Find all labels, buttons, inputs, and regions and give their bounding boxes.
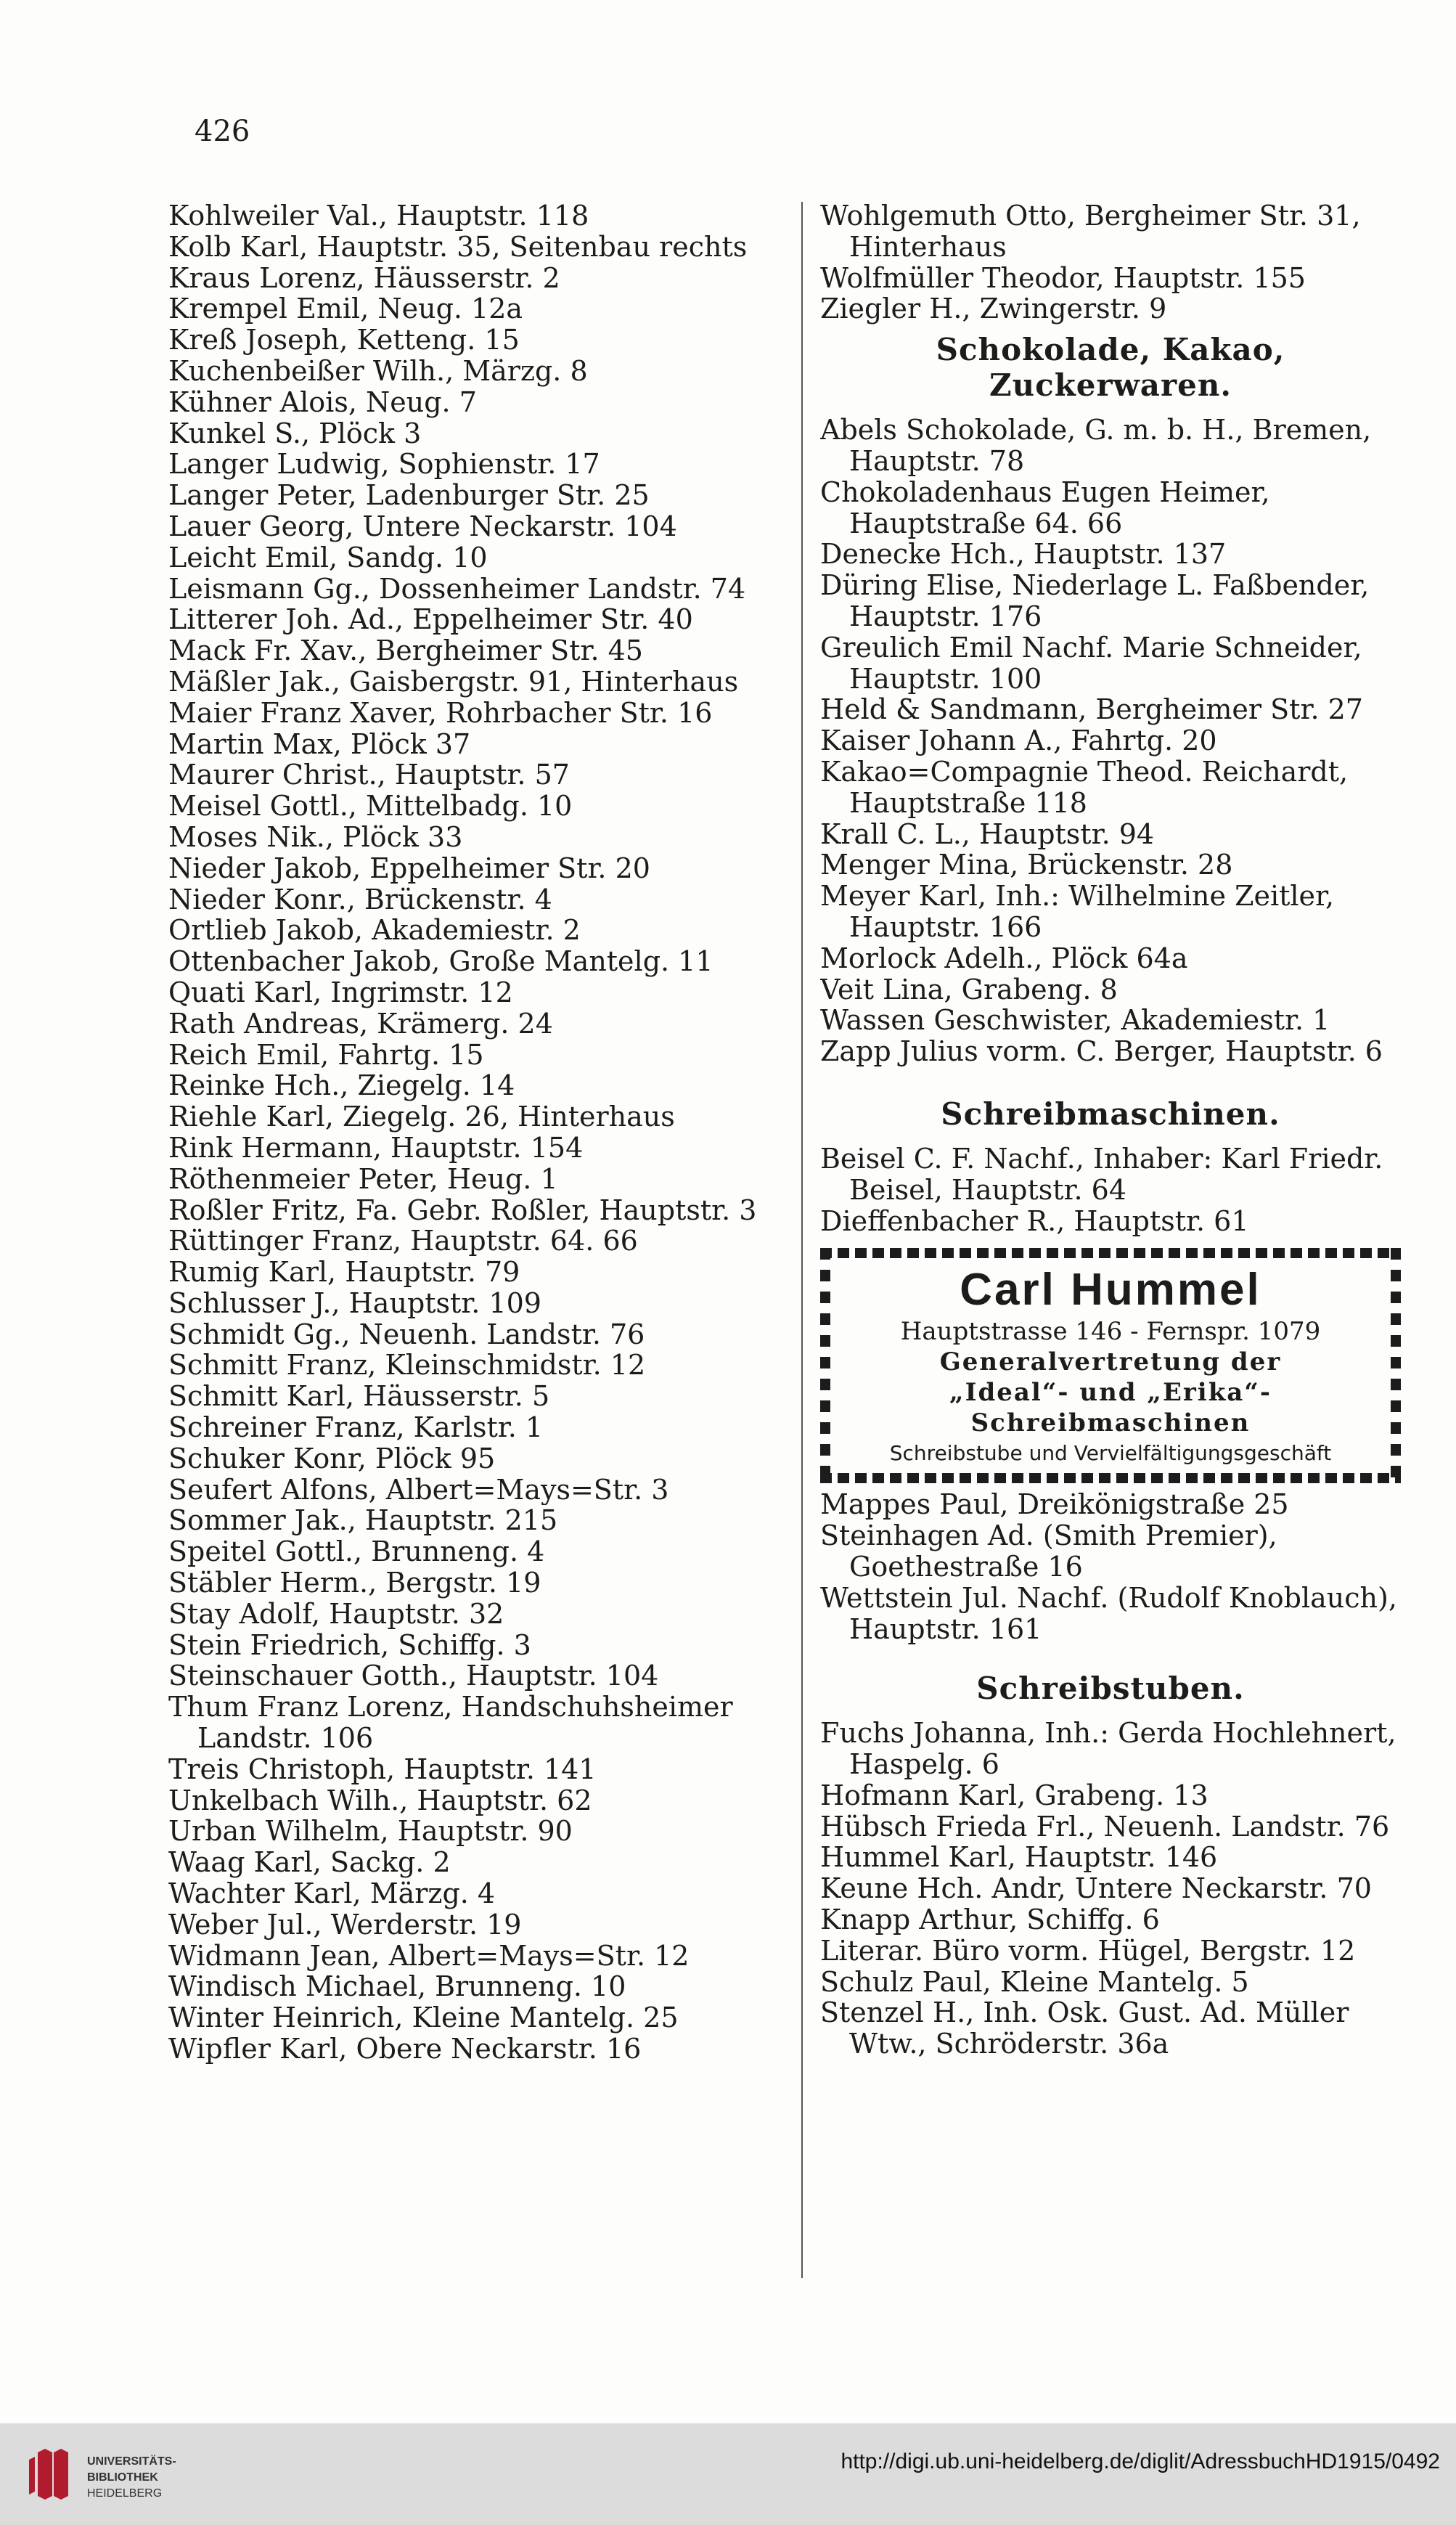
directory-entry: Windisch Michael, Brunneng. 10: [168, 1971, 626, 2003]
directory-entry: Kolb Karl, Hauptstr. 35, Seitenbau rechts: [168, 231, 748, 263]
ad-line: Schreibmaschinen: [970, 1408, 1251, 1438]
directory-entry: Kühner Alois, Neug. 7: [168, 386, 477, 418]
ad-address: Hauptstrasse 146 - Fernspr. 1079: [900, 1317, 1321, 1347]
directory-entry: Ortlieb Jakob, Akademiestr. 2: [168, 915, 581, 947]
directory-entry: Thum Franz Lorenz, Handschuhsheimer Landstr. 106: [168, 1692, 733, 1754]
directory-entry: Maier Franz Xaver, Rohrbacher Str. 16: [168, 697, 713, 729]
directory-entry: Kohlweiler Val., Hauptstr. 118: [168, 200, 589, 232]
column-divider: [801, 202, 803, 2278]
right-column: [820, 200, 1401, 2060]
directory-entry: Stenzel H., Inh. Osk. Gust. Ad. Müller Wtw., Schröderstr. 36a: [820, 1997, 1349, 2060]
directory-entry: Litterer Joh. Ad., Eppelheimer Str. 40: [168, 604, 693, 636]
directory-entry: Denecke Hch., Hauptstr. 137: [820, 539, 1227, 571]
directory-entry: Wassen Geschwister, Akademiestr. 1: [820, 1005, 1330, 1037]
directory-entry: Stäbler Herm., Bergstr. 19: [168, 1567, 541, 1599]
directory-entry: Dieffenbacher R., Hauptstr. 61: [820, 1205, 1249, 1237]
directory-entry: Stein Friedrich, Schiffg. 3: [168, 1629, 531, 1661]
directory-entry: Leismann Gg., Dossenheimer Landstr. 74: [168, 573, 746, 605]
ad-border: [820, 1473, 1401, 1483]
directory-entry: Waag Karl, Sackg. 2: [168, 1847, 451, 1879]
directory-entry: Urban Wilhelm, Hauptstr. 90: [168, 1816, 573, 1848]
library-name: [87, 2454, 176, 2502]
directory-entry: Kakao=Compagnie Theod. Reichardt, Hauptstraße 118: [820, 756, 1349, 819]
directory-entry: Abels Schokolade, G. m. b. H., Bremen, Hauptstr. 78: [820, 415, 1372, 477]
directory-entry: Fuchs Johanna, Inh.: Gerda Hochlehnert, Haspelg. 6: [820, 1718, 1396, 1780]
section-heading-schreibstuben: Schreibstuben.: [976, 1671, 1245, 1707]
page-number: 426: [195, 115, 250, 148]
directory-entry: Beisel C. F. Nachf., Inhaber: Karl Friedr. Beisel, Hauptstr. 64: [820, 1143, 1383, 1206]
ad-border: [820, 1248, 830, 1483]
directory-entry: Widmann Jean, Albert=Mays=Str. 12: [168, 1940, 690, 1972]
directory-entry: Chokoladenhaus Eugen Heimer, Hauptstraße 64. 66: [820, 476, 1270, 539]
directory-entry: Martin Max, Plöck 37: [168, 728, 471, 760]
left-column: [168, 200, 797, 2065]
directory-entry: Ziegler H., Zwingerstr. 9: [820, 293, 1167, 325]
directory-entry: Greulich Emil Nachf. Marie Schneider, Hauptstr. 100: [820, 632, 1362, 695]
directory-entry: Wettstein Jul. Nachf. (Rudolf Knoblauch), Hauptstr. 161: [820, 1582, 1397, 1645]
directory-entry: Zapp Julius vorm. C. Berger, Hauptstr. 6: [820, 1036, 1383, 1067]
directory-entry: Seufert Alfons, Albert=Mays=Str. 3: [168, 1474, 669, 1506]
directory-entry: Schmitt Franz, Kleinschmidstr. 12: [168, 1350, 646, 1382]
directory-entry: Knapp Arthur, Schiffg. 6: [820, 1904, 1160, 1935]
directory-entry: Morlock Adelh., Plöck 64a: [820, 942, 1188, 974]
source-url-link[interactable]: http://digi.ub.uni-heidelberg.de/diglit/AdressbuchHD1915/0492: [841, 2449, 1440, 2473]
directory-entry: Schmidt Gg., Neuenh. Landstr. 76: [168, 1318, 645, 1350]
directory-entry: Kraus Lorenz, Häusserstr. 2: [168, 262, 560, 294]
directory-entry: Krall C. L., Hauptstr. 94: [820, 818, 1155, 850]
directory-entry: Reinke Hch., Ziegelg. 14: [168, 1070, 515, 1102]
directory-entry: Langer Peter, Ladenburger Str. 25: [168, 480, 650, 511]
directory-entry: Held & Sandmann, Bergheimer Str. 27: [820, 694, 1363, 726]
directory-entry: Leicht Emil, Sandg. 10: [168, 542, 488, 574]
directory-entry: Meisel Gottl., Mittelbadg. 10: [168, 791, 573, 822]
directory-entry: Mack Fr. Xav., Bergheimer Str. 45: [168, 635, 643, 666]
directory-entry: Langer Ludwig, Sophienstr. 17: [168, 449, 600, 481]
directory-entry: Mäßler Jak., Gaisbergstr. 91, Hinterhaus: [168, 666, 739, 698]
directory-entry: Schuker Konr, Plöck 95: [168, 1443, 496, 1474]
directory-entry: Rumig Karl, Hauptstr. 79: [168, 1257, 520, 1288]
directory-entry: Literar. Büro vorm. Hügel, Bergstr. 12: [820, 1935, 1356, 1967]
directory-entry: Kaiser Johann A., Fahrtg. 20: [820, 725, 1217, 756]
directory-entry: Maurer Christ., Hauptstr. 57: [168, 759, 570, 791]
directory-entry: Hübsch Frieda Frl., Neuenh. Landstr. 76: [820, 1811, 1390, 1843]
library-logo-icon: [16, 2438, 89, 2510]
ad-border: [1391, 1248, 1401, 1483]
directory-entry: Roßler Fritz, Fa. Gebr. Roßler, Hauptstr. 3: [168, 1194, 757, 1226]
directory-entry: Weber Jul., Werderstr. 19: [168, 1909, 522, 1941]
directory-entry: Steinhagen Ad. (Smith Premier), Goethestraße 16: [820, 1520, 1277, 1583]
directory-entry: Röthenmeier Peter, Heug. 1: [168, 1163, 558, 1195]
footer-bar: [0, 2423, 1456, 2525]
directory-entry: Hummel Karl, Hauptstr. 146: [820, 1842, 1218, 1874]
ad-company-name: Carl Hummel: [960, 1265, 1261, 1315]
directory-entry: Kunkel S., Plöck 3: [168, 417, 422, 449]
directory-entry: Schreiner Franz, Karlstr. 1: [168, 1412, 544, 1443]
directory-entry: Nieder Jakob, Eppelheimer Str. 20: [168, 852, 650, 884]
directory-entry: Hofmann Karl, Grabeng. 13: [820, 1779, 1208, 1811]
directory-entry: Sommer Jak., Hauptstr. 215: [168, 1505, 558, 1537]
directory-entry: Kuchenbeißer Wilh., Märzg. 8: [168, 355, 588, 387]
directory-entry: Lauer Georg, Untere Neckarstr. 104: [168, 510, 677, 542]
directory-entry: Wohlgemuth Otto, Bergheimer Str. 31, Hinterhaus: [820, 200, 1361, 263]
advertisement-box: [820, 1248, 1401, 1483]
directory-entry: Düring Elise, Niederlage L. Faßbender, Hauptstr. 176: [820, 570, 1370, 632]
directory-entry: Stay Adolf, Hauptstr. 32: [168, 1598, 504, 1630]
directory-entry: Rath Andreas, Krämerg. 24: [168, 1008, 553, 1040]
directory-entry: Nieder Konr., Brückenstr. 4: [168, 884, 552, 915]
directory-entry: Rink Hermann, Hauptstr. 154: [168, 1132, 584, 1164]
directory-entry: Keune Hch. Andr, Untere Neckarstr. 70: [820, 1873, 1372, 1905]
directory-entry: Ottenbacher Jakob, Große Mantelg. 11: [168, 946, 713, 977]
directory-entry: Veit Lina, Grabeng. 8: [820, 974, 1118, 1005]
directory-entry: Schmitt Karl, Häusserstr. 5: [168, 1381, 550, 1413]
directory-entry: Wolfmüller Theodor, Hauptstr. 155: [820, 262, 1306, 294]
ad-line: Generalvertretung der: [939, 1347, 1282, 1377]
ad-line: „Ideal“- und „Erika“-: [949, 1378, 1272, 1408]
ad-line: Schreibstube und Vervielfältigungsgeschäft: [889, 1441, 1332, 1466]
directory-entry: Menger Mina, Brückenstr. 28: [820, 849, 1233, 881]
directory-entry: Mappes Paul, Dreikönigstraße 25: [820, 1489, 1289, 1521]
directory-entry: Reich Emil, Fahrtg. 15: [168, 1039, 484, 1071]
directory-entry: Schlusser J., Hauptstr. 109: [168, 1287, 541, 1319]
section-heading-schreibmaschinen: Schreibmaschinen.: [941, 1096, 1280, 1132]
directory-entry: Steinschauer Gotth., Hauptstr. 104: [168, 1660, 659, 1692]
directory-entry: Wipfler Karl, Obere Neckarstr. 16: [168, 2034, 642, 2065]
directory-entry: Quati Karl, Ingrimstr. 12: [168, 976, 513, 1008]
ad-border: [820, 1248, 1401, 1258]
directory-entry: Krempel Emil, Neug. 12a: [168, 293, 523, 325]
directory-entry: Meyer Karl, Inh.: Wilhelmine Zeitler, Hauptstr. 166: [820, 881, 1335, 943]
directory-entry: Schulz Paul, Kleine Mantelg. 5: [820, 1966, 1249, 1998]
directory-entry: Winter Heinrich, Kleine Mantelg. 25: [168, 2002, 679, 2034]
directory-entry: Unkelbach Wilh., Hauptstr. 62: [168, 1784, 592, 1816]
library-name-line: UNIVERSITÄTS-: [87, 2455, 176, 2468]
directory-entry: Wachter Karl, Märzg. 4: [168, 1878, 496, 1909]
directory-entry: Riehle Karl, Ziegelg. 26, Hinterhaus: [168, 1101, 675, 1133]
library-name-line: BIBLIOTHEK: [87, 2471, 158, 2484]
directory-entry: Rüttinger Franz, Hauptstr. 64. 66: [168, 1225, 638, 1257]
directory-entry: Treis Christoph, Hauptstr. 141: [168, 1753, 597, 1785]
library-name-line: HEIDELBERG: [87, 2487, 163, 2500]
section-heading-schokolade: Schokolade, Kakao, Zuckerwaren.: [936, 332, 1285, 404]
directory-entry: Speitel Gottl., Brunneng. 4: [168, 1536, 545, 1568]
directory-entry: Moses Nik., Plöck 33: [168, 821, 463, 853]
directory-entry: Kreß Joseph, Ketteng. 15: [168, 325, 520, 356]
